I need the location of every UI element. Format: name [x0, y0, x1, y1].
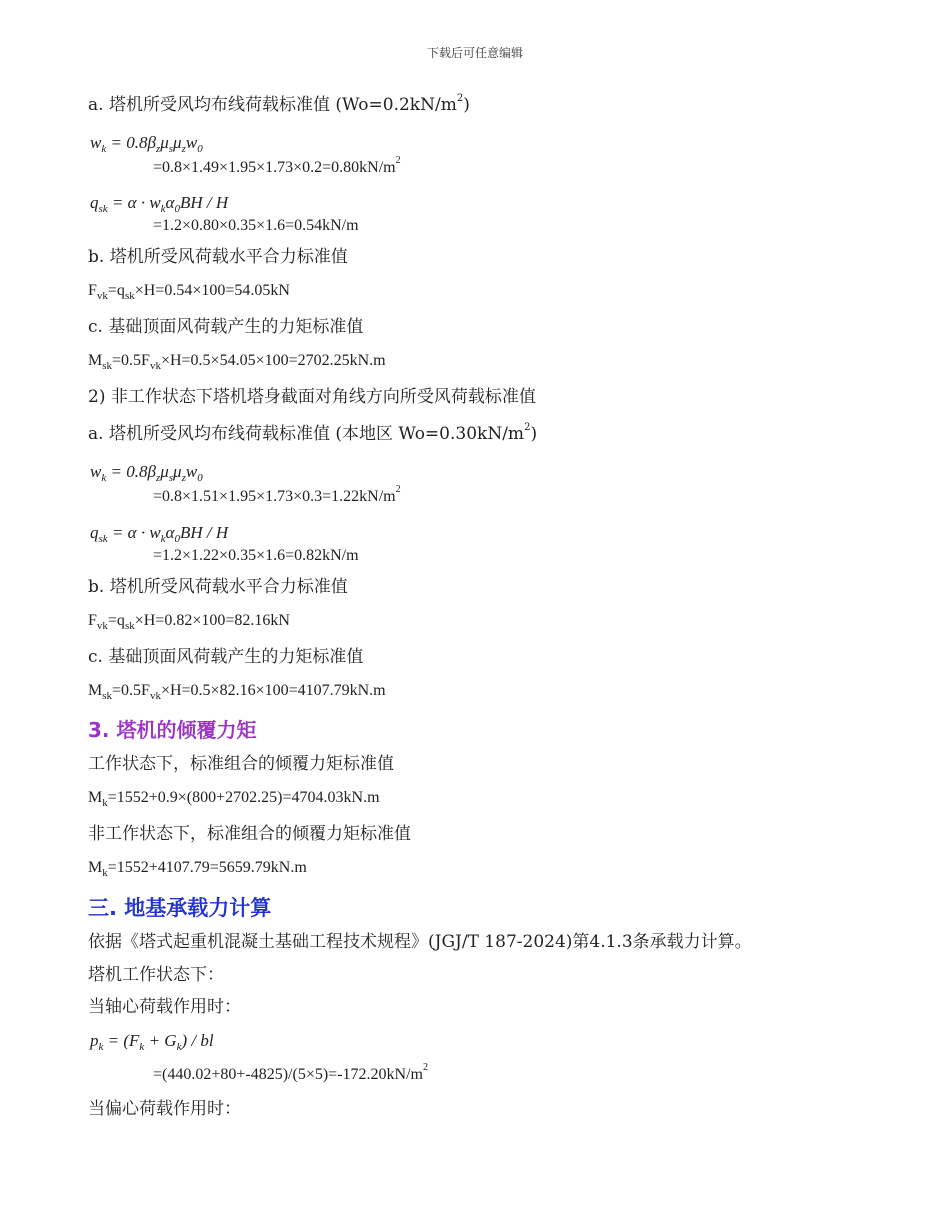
- qsk-rhs-end: BH / H: [179, 193, 229, 212]
- basis-text: 依据《塔式起重机混凝土基础工程技术规程》(JGJ/T 187-2024)第4.1.3条承载力计算。: [88, 932, 752, 952]
- alpha0: α: [165, 523, 175, 542]
- wk-calc-2-text: =0.8×1.51×1.95×1.73×0.3=1.22kN/m: [153, 488, 396, 505]
- fvk-line-2: [88, 611, 290, 631]
- msk-fvk-sub: vk: [149, 360, 161, 372]
- item-a-working: [88, 94, 470, 116]
- qsk-formula-2: [90, 523, 228, 543]
- mu-s: μ: [160, 133, 169, 152]
- mu-s: μ: [160, 462, 169, 481]
- item-a-working-text: a. 塔机所受风均布线荷载标准值 (Wo=0.2kN/m: [88, 95, 457, 115]
- beta-sub: z: [155, 143, 161, 155]
- superscript: 2: [422, 1062, 428, 1073]
- msk-fvk-sub: vk: [149, 690, 161, 702]
- fk-sub: k: [139, 1041, 145, 1053]
- fvk-q-sub: sk: [124, 620, 135, 632]
- mk-rest: =1552+4107.79=5659.79kN.m: [107, 859, 307, 876]
- w0-sub: 0: [197, 143, 203, 155]
- crane-working-text: 塔机工作状态下：: [88, 965, 224, 985]
- w0: w: [185, 462, 198, 481]
- eccentric-load-text: 当偏心荷载作用时：: [88, 1099, 241, 1119]
- item-b-nonworking: b. 塔机所受风荷载水平合力标准值: [88, 577, 348, 597]
- w0: w: [185, 133, 198, 152]
- wk-formula-2: [90, 462, 203, 482]
- qsk-calc-2: =1.2×1.22×0.35×1.6=0.82kN/m: [153, 547, 359, 564]
- mk-sub: k: [102, 867, 108, 879]
- pk-rhs: = (F: [107, 1031, 140, 1050]
- fvk-q: =q: [107, 612, 125, 629]
- item-a-working-close: ): [463, 95, 470, 115]
- wk-symbol: w: [90, 462, 102, 481]
- wk-subscript: k: [101, 472, 107, 484]
- wk-rhs: = 0.8β: [110, 133, 156, 152]
- mk-sub: k: [102, 797, 108, 809]
- superscript: 2: [456, 93, 464, 104]
- msk-sub: sk: [102, 360, 113, 372]
- pk-rhs-mid: + G: [144, 1031, 177, 1050]
- pk-calc: [153, 1062, 428, 1085]
- item-c-working: c. 基础顶面风荷载产生的力矩标准值: [88, 317, 364, 337]
- wk-subscript: k: [101, 143, 107, 155]
- msk-rest: ×H=0.5×82.16×100=4107.79kN.m: [160, 682, 386, 699]
- msk-line-1: [88, 351, 386, 371]
- msk-line-2: [88, 681, 386, 701]
- alpha0-sub: 0: [174, 533, 180, 545]
- qsk-symbol: q: [90, 193, 99, 212]
- alpha0-sub: 0: [174, 203, 180, 215]
- mk-M: M: [88, 859, 103, 876]
- qsk-formula-1: [90, 193, 228, 213]
- wk-calc-1-text: =0.8×1.49×1.95×1.73×0.2=0.80kN/m: [153, 159, 396, 176]
- mu-z: μ: [173, 133, 182, 152]
- gk-sub: k: [176, 1041, 182, 1053]
- qsk-rhs-end: BH / H: [179, 523, 229, 542]
- mu-z-sub: z: [181, 472, 186, 484]
- mk-rest: =1552+0.9×(800+2702.25)=4704.03kN.m: [107, 789, 380, 806]
- msk-M: M: [88, 352, 103, 369]
- fvk-F: F: [88, 612, 97, 629]
- msk-sub: sk: [102, 690, 113, 702]
- pk-calc-text: =(440.02+80+-4825)/(5×5)=-172.20kN/m: [153, 1066, 423, 1083]
- qsk-rhs: = α · w: [111, 523, 161, 542]
- heading-bearing-capacity: 三. 地基承载力计算: [88, 896, 272, 920]
- item-c-nonworking: c. 基础顶面风荷载产生的力矩标准值: [88, 647, 364, 667]
- wk-rhs: = 0.8β: [110, 462, 156, 481]
- fvk-line-1: [88, 281, 290, 301]
- mu-z: μ: [173, 462, 182, 481]
- mu-z-sub: z: [181, 143, 186, 155]
- pk-formula: [90, 1031, 214, 1051]
- item-a-nonworking-text: a. 塔机所受风均布线荷载标准值 (本地区 Wo=0.30kN/m: [88, 424, 525, 444]
- superscript: 2: [395, 155, 401, 166]
- fvk-q-sub: sk: [124, 290, 135, 302]
- wk-calc-2: [153, 484, 401, 507]
- qsk-calc-1: =1.2×0.80×0.35×1.6=0.54kN/m: [153, 217, 359, 234]
- nonworking-state-text: 非工作状态下，标准组合的倾覆力矩标准值: [88, 824, 411, 844]
- wk-sub: k: [160, 533, 166, 545]
- wk-sub: k: [160, 203, 166, 215]
- qsk-subscript: sk: [98, 203, 108, 215]
- mu-s-sub: s: [168, 143, 174, 155]
- item-a-nonworking: [88, 423, 537, 445]
- fvk-q: =q: [107, 282, 125, 299]
- wk-calc-1: [153, 155, 401, 178]
- msk-mid: =0.5F: [112, 682, 150, 699]
- axial-load-text: 当轴心荷载作用时：: [88, 997, 241, 1017]
- mk-M: M: [88, 789, 103, 806]
- fvk-sub: vk: [96, 290, 108, 302]
- qsk-subscript: sk: [98, 533, 108, 545]
- msk-mid: =0.5F: [112, 352, 150, 369]
- page-header: 下载后可任意编辑: [426, 46, 523, 60]
- qsk-symbol: q: [90, 523, 99, 542]
- mu-s-sub: s: [168, 472, 174, 484]
- mk-line-2: [88, 858, 307, 878]
- mk-line-1: [88, 788, 380, 808]
- heading-overturning-moment: 3. 塔机的倾覆力矩: [88, 718, 257, 742]
- fvk-sub: vk: [96, 620, 108, 632]
- pk-symbol: p: [90, 1031, 99, 1050]
- qsk-rhs: = α · w: [111, 193, 161, 212]
- pk-subscript: k: [98, 1041, 104, 1053]
- msk-rest: ×H=0.5×54.05×100=2702.25kN.m: [160, 352, 386, 369]
- subsection-2: 2) 非工作状态下塔机塔身截面对角线方向所受风荷载标准值: [88, 387, 536, 407]
- msk-M: M: [88, 682, 103, 699]
- pk-rhs-end: ) / bl: [181, 1031, 214, 1050]
- alpha0: α: [165, 193, 175, 212]
- wk-formula-1: [90, 133, 203, 153]
- w0-sub: 0: [197, 472, 203, 484]
- working-state-text: 工作状态下，标准组合的倾覆力矩标准值: [88, 754, 394, 774]
- item-b-working: b. 塔机所受风荷载水平合力标准值: [88, 247, 348, 267]
- beta-sub: z: [155, 472, 161, 484]
- item-a-nonworking-close: ): [530, 424, 538, 444]
- superscript: 2: [395, 484, 401, 495]
- fvk-rest: ×H=0.82×100=82.16kN: [134, 612, 290, 629]
- fvk-rest: ×H=0.54×100=54.05kN: [134, 282, 290, 299]
- fvk-F: F: [88, 282, 97, 299]
- superscript: 2: [524, 422, 531, 433]
- wk-symbol: w: [90, 133, 102, 152]
